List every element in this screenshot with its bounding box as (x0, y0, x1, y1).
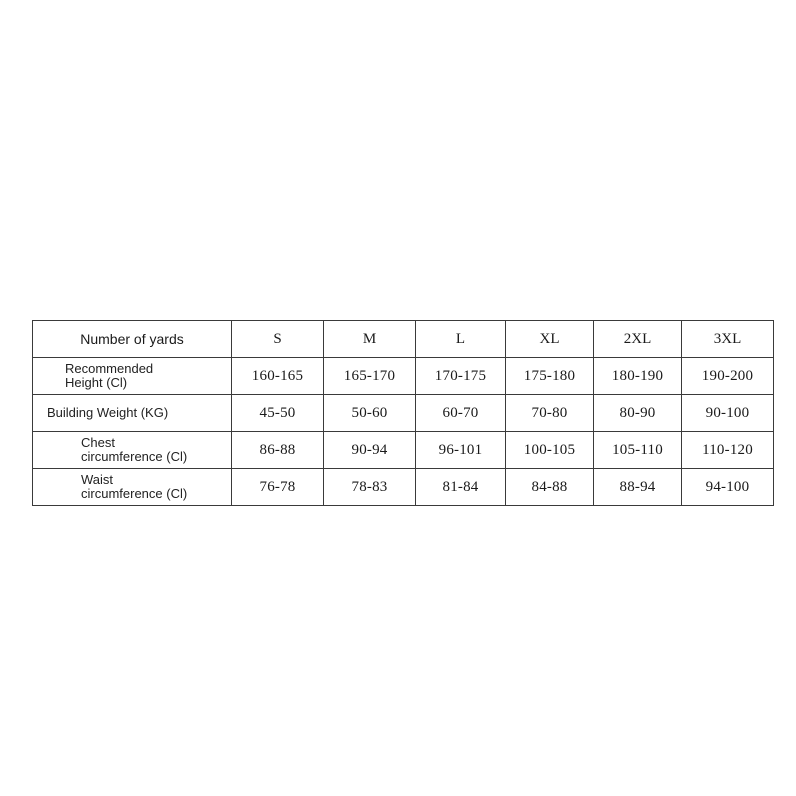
row-label-line: circumference (Cl) (81, 486, 188, 501)
table-cell: 84-88 (506, 469, 594, 506)
table-cell: 60-70 (416, 395, 506, 432)
table-cell: 90-94 (324, 432, 416, 469)
table-cell: 88-94 (594, 469, 682, 506)
row-label-line: circumference (Cl) (81, 449, 188, 464)
size-chart-table (32, 320, 774, 506)
table-cell: 94-100 (682, 469, 774, 506)
size-header-2xl: 2XL (594, 321, 682, 358)
row-label-line: Waist (81, 472, 114, 487)
row-label-weight (33, 395, 232, 432)
table-row-waist (33, 469, 774, 506)
table-cell: 80-90 (594, 395, 682, 432)
row-label-chest (33, 432, 232, 469)
table-row-weight (33, 395, 774, 432)
table-row-height (33, 358, 774, 395)
size-header-l: L (416, 321, 506, 358)
row-label-height (33, 358, 232, 395)
table-cell: 90-100 (682, 395, 774, 432)
table-cell: 86-88 (232, 432, 324, 469)
table-cell: 190-200 (682, 358, 774, 395)
size-header-m: M (324, 321, 416, 358)
table-cell: 96-101 (416, 432, 506, 469)
table-cell: 70-80 (506, 395, 594, 432)
size-header-3xl: 3XL (682, 321, 774, 358)
header-row (33, 321, 774, 358)
table-cell: 78-83 (324, 469, 416, 506)
row-label-line: Recommended (65, 361, 154, 376)
size-header-s: S (232, 321, 324, 358)
row-label-waist (33, 469, 232, 506)
table-cell: 175-180 (506, 358, 594, 395)
row-label-line: Height (Cl) (65, 375, 128, 390)
row-label-line: Building Weight (KG) (47, 405, 169, 420)
corner-label: Number of yards (33, 321, 232, 358)
table-row-chest (33, 432, 774, 469)
table-cell: 160-165 (232, 358, 324, 395)
table-cell: 165-170 (324, 358, 416, 395)
table-cell: 105-110 (594, 432, 682, 469)
table-cell: 81-84 (416, 469, 506, 506)
table-cell: 50-60 (324, 395, 416, 432)
row-label-line: Chest (81, 435, 115, 450)
table-cell: 170-175 (416, 358, 506, 395)
table-cell: 76-78 (232, 469, 324, 506)
table-cell: 110-120 (682, 432, 774, 469)
table-cell: 180-190 (594, 358, 682, 395)
table-cell: 45-50 (232, 395, 324, 432)
size-header-xl: XL (506, 321, 594, 358)
table-cell: 100-105 (506, 432, 594, 469)
